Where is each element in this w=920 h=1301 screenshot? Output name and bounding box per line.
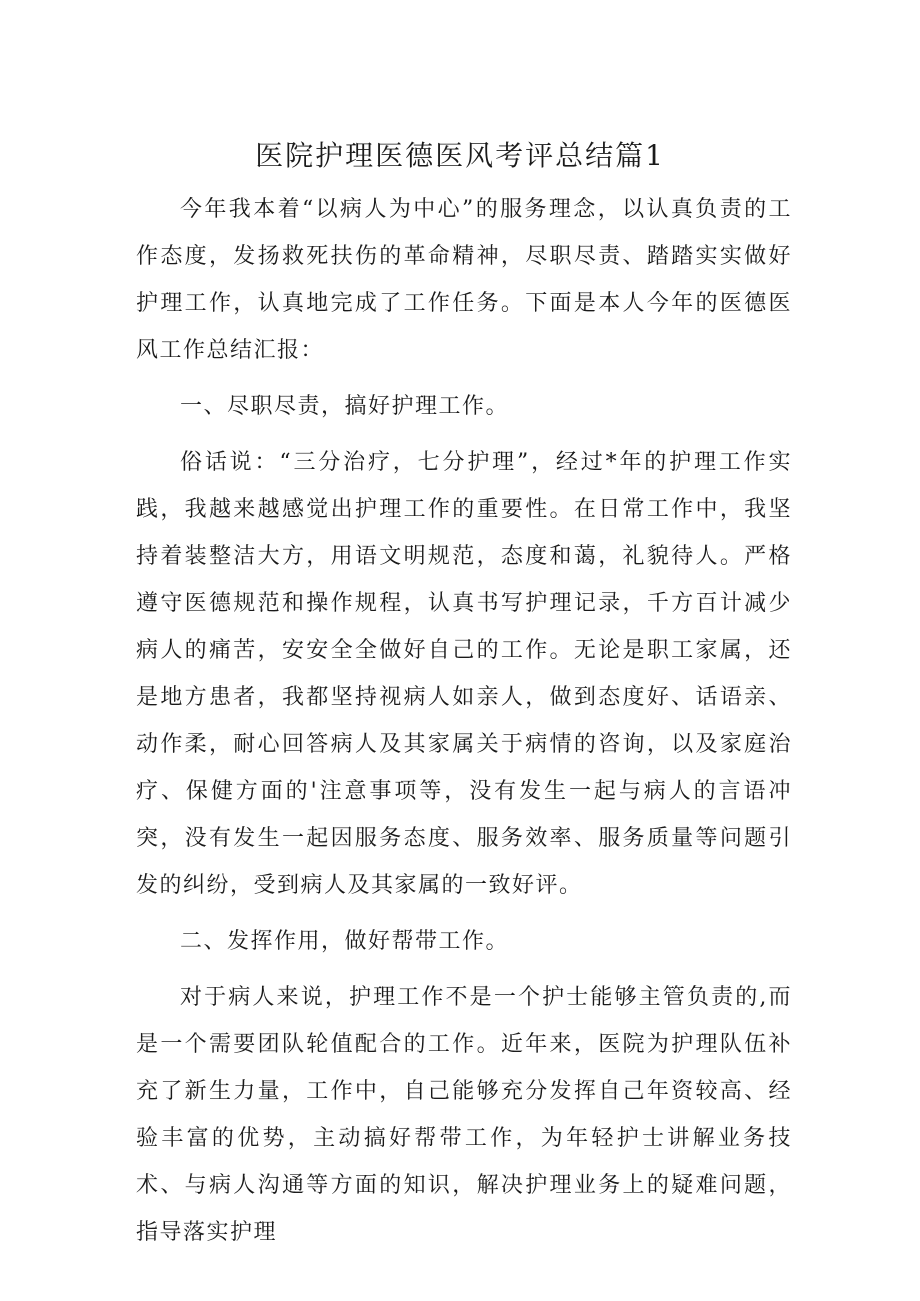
section-1-paragraph: 俗话说：“三分治疗，七分护理”，经过*年的护理工作实践，我越来越感觉出护理工作的重要性。在日常工作中，我坚持着装整洁大方，用语文明规范，态度和蔼，礼貌待人。严格遵守医德规范和操作规程，认真书写护理记录，千方百计减少病人的痛苦，安安全全做好自己的工作。无论是职工家属，还是地方患者，我都坚持视病人如亲人，做到态度好、话语亲、动作柔，耐心回答病人及其家属关于病情的咨询，以及家庭治疗、保健方面的'注意事项等，没有发生一起与病人的言语冲突，没有发生一起因服务态度、服务效率、服务质量等问题引发的纠纷，受到病人及其家属的一致好评。: [136, 450, 792, 898]
section-2-paragraph: 对于病人来说，护理工作不是一个护士能够主管负责的,而是一个需要团队轮值配合的工作。近年来，医院为护理队伍补充了新生力量，工作中，自己能够充分发挥自己年资较高、经验丰富的优势，主动搞好帮带工作，为年轻护士讲解业务技术、与病人沟通等方面的知识，解决护理业务上的疑难问题，指导落实护理: [136, 985, 792, 1245]
section-heading-1: 一、尽职尽责，搞好护理工作。: [180, 394, 510, 419]
intro-paragraph: 今年我本着“以病人为中心”的服务理念，以认真负责的工作态度，发扬救死扶伤的革命精神，尽职尽责、踏踏实实做好护理工作，认真地完成了工作任务。下面是本人今年的医德医风工作总结汇报：: [136, 197, 792, 363]
section-heading-2: 二、发挥作用，做好帮带工作。: [180, 929, 510, 954]
document-title: 医院护理医德医风考评总结篇1: [255, 139, 665, 172]
document-body: [136, 186, 792, 1265]
